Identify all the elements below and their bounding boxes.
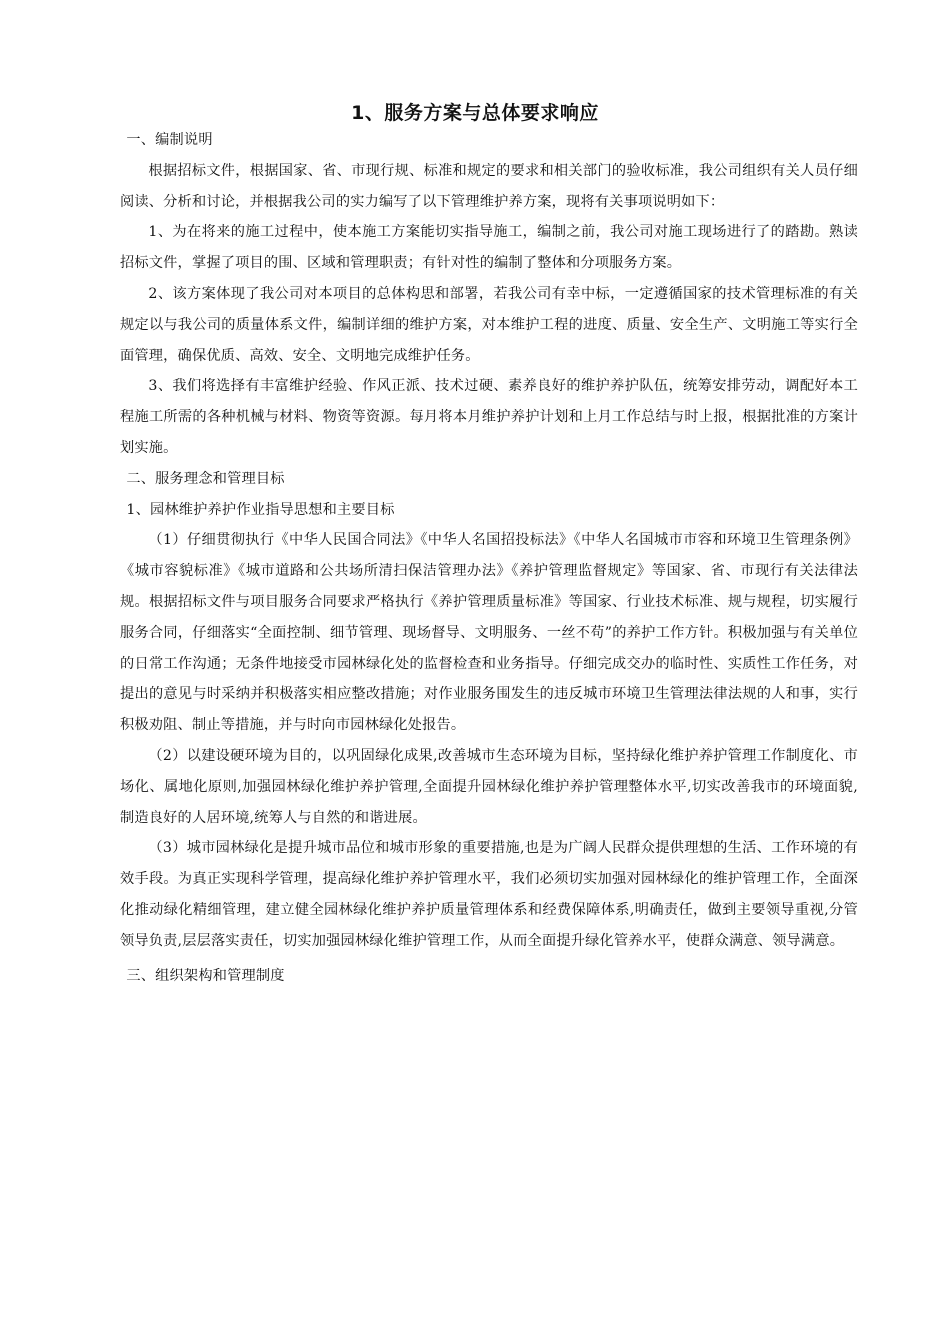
page-title: 1、服务方案与总体要求响应 bbox=[351, 102, 599, 124]
document-body bbox=[120, 125, 858, 991]
paragraph-item-1: 1、为在将来的施工过程中，使本施工方案能切实指导施工，编制之前，我公司对施工现场进行了的踏勘。熟读招标文件，掌握了项目的围、区域和管理职责；有针对性的编制了整体和分项服务方案。 bbox=[120, 224, 858, 272]
paragraph-point-1: （1）仔细贯彻执行《中华人民国合同法》《中华人名国招投标法》《中华人名国城市市容和环境卫生管理条例》《城市容貌标准》《城市道路和公共场所清扫保洁管理办法》《养护管理监督规定》等国家、省、市现行有关法律法规。根据招标文件与项目服务合同要求严格执行《养护管理质量标准》等国家、行业技术标准、规与规程，切实履行服务合同，仔细落实“全面控制、细节管理、现场督导、文明服务、一丝不苟”的养护工作方针。积极加强与有关单位的日常工作沟通；无条件地接受市园林绿化处的监督检查和业务指导。仔细完成交办的临时性、实质性工作任务，对提出的意见与时采纳并积极落实相应整改措施；对作业服务围发生的违反城市环境卫生管理法律法规的人和事，实行积极劝阻、制止等措施，并与时向市园林绿化处报告。 bbox=[120, 532, 858, 734]
section-heading-1: 一、编制说明 bbox=[126, 132, 213, 148]
paragraph-point-3: （3）城市园林绿化是提升城市品位和城市形象的重要措施,也是为广阔人民群众提供理想的生活、工作环境的有效手段。为真正实现科学管理，提高绿化维护养护管理水平，我们必须切实加强对园林绿化的维护管理工作，全面深化推动绿化精细管理，建立健全园林绿化维护养护质量管理体系和经费保障体系,明确责任，做到主要领导重视,分管领导负责,层层落实责任，切实加强园林绿化维护管理工作，从而全面提升绿化管养水平，使群众满意、领导满意。 bbox=[120, 840, 858, 949]
paragraph-intro: 根据招标文件，根据国家、省、市现行规、标准和规定的要求和相关部门的验收标准，我公司组织有关人员仔细阅读、分析和讨论，并根据我公司的实力编写了以下管理维护养方案，现将有关事项说明如下： bbox=[120, 162, 858, 210]
section-heading-3: 三、组织架构和管理制度 bbox=[126, 967, 285, 984]
subsection-heading-1: 1、园林维护养护作业指导思想和主要目标 bbox=[126, 501, 395, 518]
paragraph-item-2: 2、该方案体现了我公司对本项目的总体构思和部署，若我公司有幸中标，一定遵循国家的技术管理标准的有关规定以与我公司的质量体系文件，编制详细的维护方案，对本维护工程的进度、质量、安全生产、文明施工等实行全面管理，确保优质、高效、安全、文明地完成维护任务。 bbox=[120, 285, 858, 364]
paragraph-point-2: （2）以建设硬环境为目的，以巩固绿化成果,改善城市生态环境为目标，坚持绿化维护养护管理工作制度化、市场化、属地化原则,加强园林绿化维护养护管理,全面提升园林绿化维护养护管理整体水平,切实改善我市的环境面貌,制造良好的人居环境,统筹人与自然的和谐进展。 bbox=[120, 747, 858, 826]
section-heading-2: 二、服务理念和管理目标 bbox=[126, 470, 285, 487]
paragraph-item-3: 3、我们将选择有丰富维护经验、作风正派、技术过硬、素养良好的维护养护队伍，统筹安排劳动，调配好本工程施工所需的各种机械与材料、物资等资源。每月将本月维护养护计划和上月工作总结与时上报，根据批准的方案计划实施。 bbox=[120, 378, 858, 456]
